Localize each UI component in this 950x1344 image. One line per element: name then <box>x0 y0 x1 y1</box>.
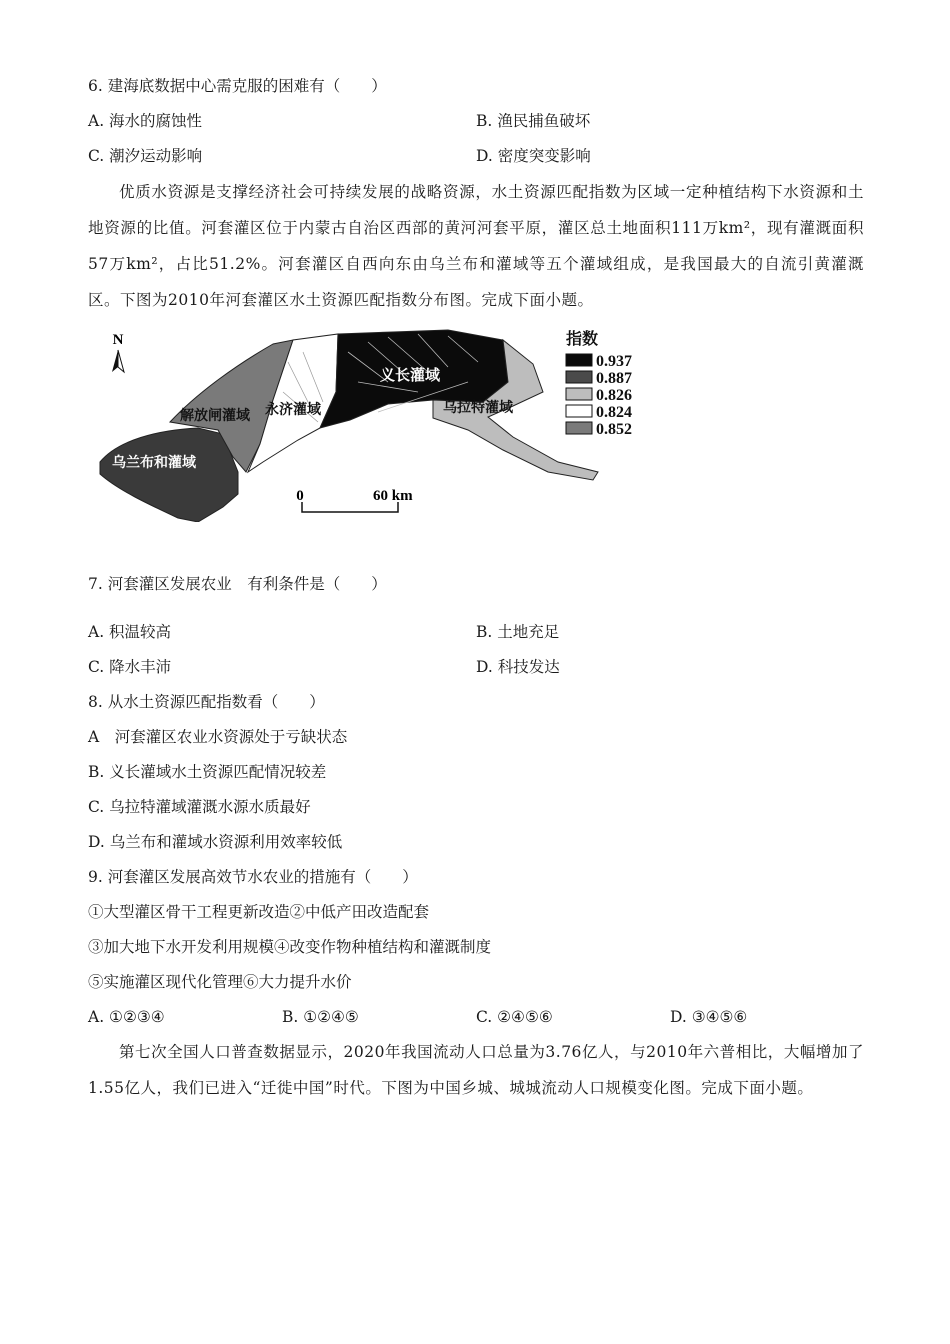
north-label: N <box>112 332 124 348</box>
passage-migration: 第七次全国人口普查数据显示，2020年我国流动人口总量为3.76亿人，与2010年六普相比，大幅增加了1.55亿人，我们已进入“迁徙中国”时代。下图为中国乡城、城城流动人口规模变化图。完成下面小题。 <box>88 1043 864 1097</box>
q6-stem: 6. 建海底数据中心需克服的困难有（ ） <box>88 77 387 95</box>
q6-option-d: D. 密度突变影响 <box>476 147 591 165</box>
label-yongji: 永济灌域 <box>265 402 321 418</box>
legend-value: 0.887 <box>596 370 632 387</box>
north-arrow <box>112 332 124 372</box>
q8-option-b: B. 义长灌域水土资源匹配情况较差 <box>88 763 327 781</box>
q7-option-d: D. 科技发达 <box>476 658 560 676</box>
q6-option-b: B. 渔民捕鱼破坏 <box>476 112 591 130</box>
legend-value: 0.852 <box>596 421 632 438</box>
legend-swatch <box>566 405 592 417</box>
q9-measures-line1: ①大型灌区骨干工程更新改造②中低产田改造配套 <box>88 903 430 921</box>
label-yichang: 义长灌域 <box>380 366 441 384</box>
passage-hetao: 优质水资源是支撑经济社会可持续发展的战略资源，水土资源匹配指数为区域一定种植结构下水资源和土地资源的比值。河套灌区位于内蒙古自治区西部的黄河河套平原，灌区总土地面积111万km²，现有灌溉面积57万km²，占比51.2%。河套灌区自西向东由乌兰布和灌域等五个灌域组成，是我国最大的自流引黄灌溉区。下图为2010年河套灌区水土资源匹配指数分布图。完成下面小题。 <box>88 183 864 309</box>
legend-swatch <box>566 388 592 400</box>
q9-measures-line3: ⑤实施灌区现代化管理⑥大力提升水价 <box>88 973 352 991</box>
q7-option-c: C. 降水丰沛 <box>88 658 172 676</box>
legend-value: 0.826 <box>596 387 632 404</box>
q9-option-b: B. ①②④⑤ <box>282 1008 359 1026</box>
legend-swatch <box>566 422 592 434</box>
q8-stem: 8. 从水土资源匹配指数看（ ） <box>88 693 325 711</box>
legend <box>565 329 632 438</box>
q9-option-d: D. ③④⑤⑥ <box>670 1008 748 1026</box>
label-wulate: 乌拉特灌域 <box>443 400 513 416</box>
scale-label: 60 km <box>373 488 413 504</box>
hetao-index-map <box>88 322 688 522</box>
legend-swatch <box>566 371 592 383</box>
q7-option-b: B. 土地充足 <box>476 623 560 641</box>
q9-measures-line2: ③加大地下水开发利用规模④改变作物种植结构和灌溉制度 <box>88 938 492 956</box>
scale-zero: 0 <box>296 488 304 504</box>
scale-bar <box>296 488 413 512</box>
legend-value: 0.937 <box>596 353 632 370</box>
q9-option-c: C. ②④⑤⑥ <box>476 1008 553 1026</box>
label-wulanbuhe: 乌兰布和灌域 <box>112 455 196 471</box>
q8-option-c: C. 乌拉特灌域灌溉水源水质最好 <box>88 798 311 816</box>
legend-value: 0.824 <box>596 404 632 421</box>
q8-option-a: A 河套灌区农业水资源处于亏缺状态 <box>88 728 348 746</box>
q9-option-a: A. ①②③④ <box>88 1008 165 1026</box>
legend-swatch <box>566 354 592 366</box>
q6-option-c: C. 潮汐运动影响 <box>88 147 203 165</box>
legend-title: 指数 <box>566 329 599 348</box>
q7-stem: 7. 河套灌区发展农业 有利条件是（ ） <box>88 575 387 593</box>
label-jiefangzha: 解放闸灌域 <box>180 408 250 424</box>
q8-option-d: D. 乌兰布和灌域水资源利用效率较低 <box>88 833 343 851</box>
q9-stem: 9. 河套灌区发展高效节水农业的措施有（ ） <box>88 868 418 886</box>
q6-option-a: A. 海水的腐蚀性 <box>88 112 203 130</box>
q7-option-a: A. 积温较高 <box>88 623 172 641</box>
region-wulanbuhe <box>100 428 238 522</box>
